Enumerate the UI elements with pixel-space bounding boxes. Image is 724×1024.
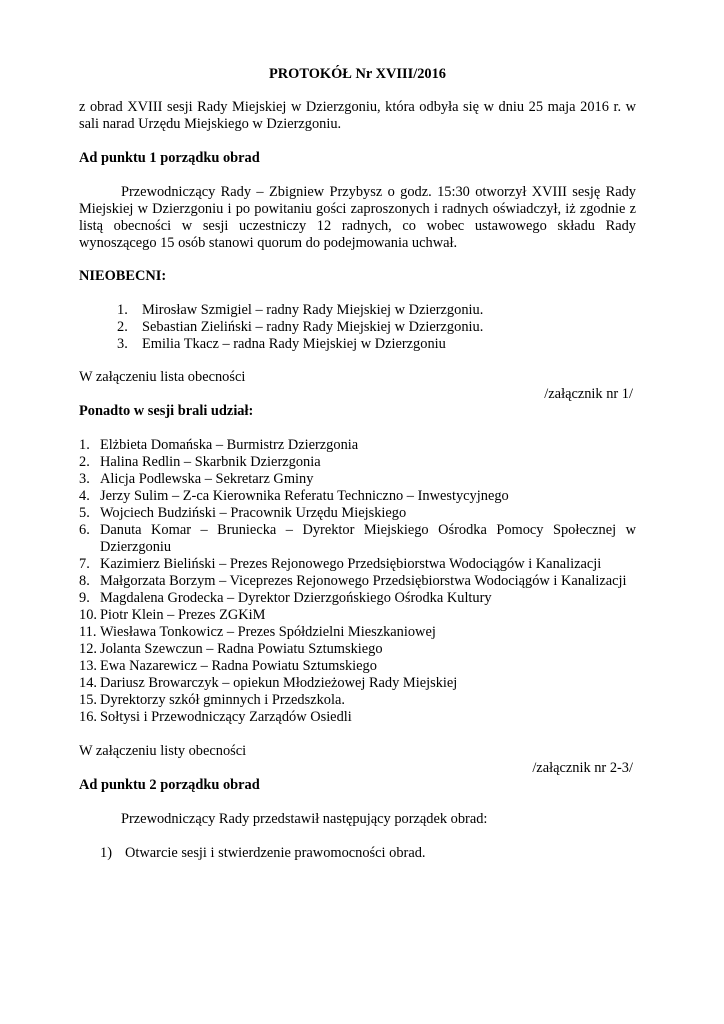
list-item: 7. Kazimierz Bieliński – Prezes Rejonowego Przedsiębiorstwa Wodociągów i Kanalizacji [79,556,602,572]
list-item: 10. Piotr Klein – Prezes ZGKiM [79,607,266,623]
list-item: 3. Emilia Tkacz – radna Rady Miejskiej w Dzierzgoniu [117,336,446,352]
list-item: 11. Wiesława Tonkowicz – Prezes Spółdzielni Mieszkaniowej [79,624,436,640]
list-item: 1) Otwarcie sesji i stwierdzenie prawomocności obrad. [100,845,426,861]
document-title: PROTOKÓŁ Nr XVIII/2016 [269,66,446,82]
attendance-note-2: W załączeniu listy obecności [79,743,247,759]
section2-heading: Ad punktu 2 porządku obrad [79,777,260,793]
list-item: 2. Sebastian Zieliński – radny Rady Miejskiej w Dzierzgoniu. [117,319,484,335]
list-item: 8. Małgorzata Borzym – Viceprezes Rejonowego Przedsiębiorstwa Wodociągów i Kanalizacji [79,573,627,589]
agenda-list [79,845,636,862]
section2-paragraph: Przewodniczący Rady przedstawił następujący porządek obrad: [121,811,488,827]
list-item: 9. Magdalena Grodecka – Dyrektor Dzierzgońskiego Ośrodka Kultury [79,590,492,606]
attachment-2: /załącznik nr 2-3/ [532,760,633,776]
list-item: 4. Jerzy Sulim – Z-ca Kierownika Referatu Techniczno – Inwestycyjnego [79,488,509,504]
section1-paragraph: Przewodniczący Rady – Zbigniew Przybysz o godz. 15:30 otworzył XVIII sesję Rady Miejskiej w Dzierzgoniu i po powitaniu gości zaproszonych i radnych oświadczył, iż zgodnie z listą obecności w sesji uczestniczy 12 radnych, co wobec ustawowego składu Rady wynoszącego 15 osób stanowi quorum do podejmowania uchwał. [79,184,636,251]
list-item: 5. Wojciech Budziński – Pracownik Urzędu Miejskiego [79,505,407,521]
list-item: 6. Danuta Komar – Bruniecka – Dyrektor Miejskiego Ośrodka Pomocy Społecznej w Dzierzgoniu [79,522,636,555]
list-item: 2. Halina Redlin – Skarbnik Dzierzgonia [79,454,321,470]
list-item: 3. Alicja Podlewska – Sekretarz Gminy [79,471,314,487]
attendance-note-1: W załączeniu lista obecności [79,369,246,385]
list-item: 13. Ewa Nazarewicz – Radna Powiatu Sztumskiego [79,658,377,674]
participants-heading: Ponadto w sesji brali udział: [79,403,254,419]
attachment-1: /załącznik nr 1/ [544,386,633,402]
absent-heading: NIEOBECNI: [79,268,167,284]
list-item: 16. Sołtysi i Przewodniczący Zarządów Osiedli [79,709,352,725]
intro-paragraph: z obrad XVIII sesji Rady Miejskiej w Dzierzgoniu, która odbyła się w dniu 25 maja 2016 r. w sali narad Urzędu Miejskiego w Dzierzgoniu. [79,99,636,132]
list-item: 12. Jolanta Szewczun – Radna Powiatu Sztumskiego [79,641,383,657]
list-item: 15. Dyrektorzy szkół gminnych i Przedszkola. [79,692,345,708]
list-item: 1. Mirosław Szmigiel – radny Rady Miejskiej w Dzierzgoniu. [117,302,484,318]
absent-list [79,302,636,353]
participants-list [79,437,636,726]
list-item: 1. Elżbieta Domańska – Burmistrz Dzierzgonia [79,437,359,453]
section1-heading: Ad punktu 1 porządku obrad [79,150,260,166]
protocol-document [79,66,636,862]
list-item: 14. Dariusz Browarczyk – opiekun Młodzieżowej Rady Miejskiej [79,675,458,691]
